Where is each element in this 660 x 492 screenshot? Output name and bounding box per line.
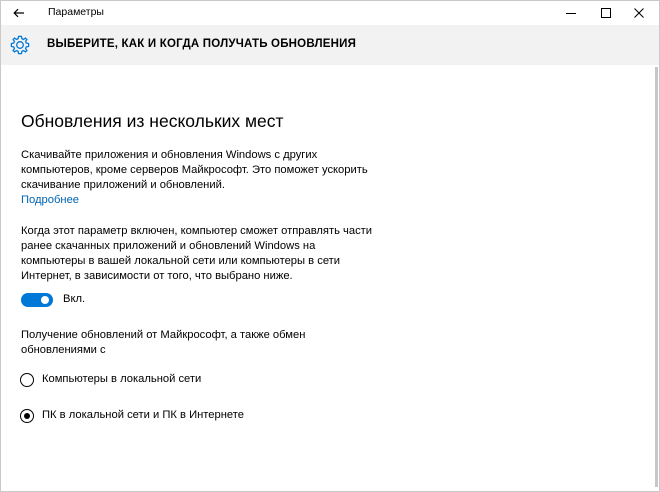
toggle-description-text: Когда этот параметр включен, компьютер сможет отправлять части ранее скачанных приложений и обновлений Windows на компьютеры в вашей локальной сети или компьютеры в сети Интернет, в зависимости от того, что выбрано ниже. xyxy=(21,225,373,282)
close-icon xyxy=(634,8,644,18)
page-header xyxy=(1,25,659,65)
maximize-button[interactable] xyxy=(591,1,621,25)
page-title: ВЫБЕРИТЕ, КАК И КОГДА ПОЛУЧАТЬ ОБНОВЛЕНИЯ xyxy=(47,38,357,50)
section-title: Обновления из нескольких мест xyxy=(21,111,284,131)
toggle-state-label: Вкл. xyxy=(63,293,86,305)
window-title: Параметры xyxy=(48,6,104,18)
back-arrow-icon xyxy=(13,8,25,18)
radio-local-and-internet[interactable] xyxy=(20,409,34,423)
delivery-optimization-toggle[interactable] xyxy=(21,293,53,307)
back-button[interactable] xyxy=(7,2,31,24)
close-button[interactable] xyxy=(624,1,654,25)
radio-label-local-and-internet[interactable]: ПК в локальной сети и ПК в Интернете xyxy=(42,409,244,421)
scrollbar[interactable] xyxy=(655,67,658,487)
learn-more-link[interactable]: Подробнее xyxy=(21,194,80,206)
minimize-icon xyxy=(566,8,576,18)
title-bar xyxy=(1,1,659,25)
options-description-text: Получение обновлений от Майкрософт, а также обмен обновлениями с xyxy=(21,329,306,356)
radio-local-network[interactable] xyxy=(20,373,34,387)
minimize-button[interactable] xyxy=(556,1,586,25)
description-text: Скачивайте приложения и обновления Windows с других компьютеров, кроме серверов Майкрософт. Это поможет ускорить скачивание приложений и обновлений. xyxy=(21,149,368,191)
gear-icon xyxy=(9,34,31,56)
maximize-icon xyxy=(601,8,611,18)
toggle-knob xyxy=(41,296,49,304)
radio-label-local-network[interactable]: Компьютеры в локальной сети xyxy=(42,373,202,385)
